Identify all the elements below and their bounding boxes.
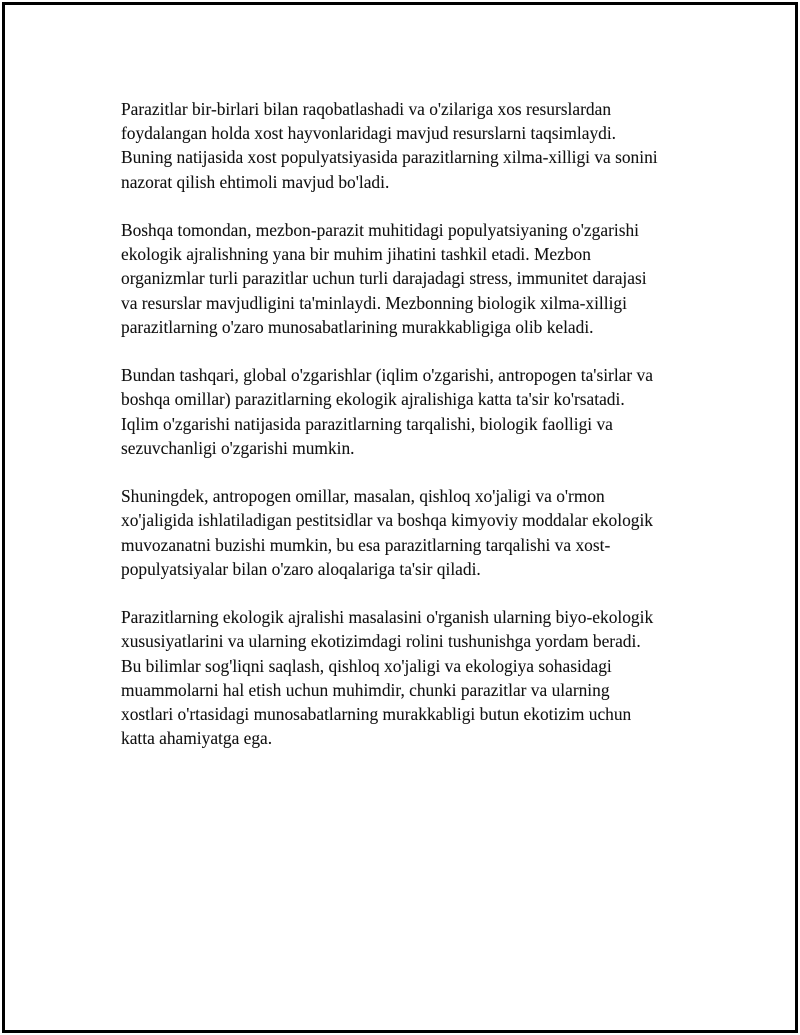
text-line: populyatsiyalar bilan o'zaro aloqalariga ta'sir qiladi. bbox=[121, 558, 481, 579]
text-line: Parazitlarning ekologik ajralishi masalasini o'rganish ularning biyo-ekologik bbox=[121, 607, 654, 628]
text-line: parazitlarning o'zaro munosabatlarining murakkabligiga olib keladi. bbox=[121, 316, 594, 337]
text-line: katta ahamiyatga ega. bbox=[121, 728, 273, 749]
text-line: Bu bilimlar sog'liqni saqlash, qishloq xo'jaligi va ekologiya sohasidagi bbox=[121, 655, 612, 676]
text-line: xo'jaligida ishlatiladigan pestitsidlar va boshqa kimyoviy moddalar ekologik bbox=[121, 510, 654, 531]
text-line: xususiyatlarini va ularning ekotizimdagi rolini tushunishga yordam beradi. bbox=[121, 631, 641, 652]
text-line: organizmlar turli parazitlar uchun turli darajadagi stress, immunitet darajasi bbox=[121, 268, 647, 289]
paragraph-4 bbox=[121, 484, 701, 581]
paragraph-2 bbox=[121, 218, 701, 339]
document-body bbox=[121, 97, 701, 775]
text-line: muvozanatni buzishi mumkin, bu esa parazitlarning tarqalishi va xost- bbox=[121, 534, 611, 555]
text-line: va resurslar mavjudligini ta'minlaydi. Mezbonning biologik xilma-xilligi bbox=[121, 292, 627, 313]
text-line: Shuningdek, antropogen omillar, masalan, qishloq xo'jaligi va o'rmon bbox=[121, 486, 605, 507]
text-line: Parazitlar bir-birlari bilan raqobatlashadi va o'zilariga xos resurslardan bbox=[121, 99, 612, 119]
paragraph-5 bbox=[121, 605, 701, 750]
text-line: Buning natijasida xost populyatsiyasida parazitlarning xilma-xilligi va sonini bbox=[121, 147, 658, 168]
paragraph-1 bbox=[121, 97, 701, 194]
page-frame bbox=[2, 2, 798, 1033]
text-line: nazorat qilish ehtimoli mavjud bo'ladi. bbox=[121, 171, 390, 192]
text-line: boshqa omillar) parazitlarning ekologik ajralishiga katta ta'sir ko'rsatadi. bbox=[121, 389, 625, 410]
text-line: muammolarni hal etish uchun muhimdir, chunki parazitlar va ularning bbox=[121, 679, 610, 700]
text-line: foydalangan holda xost hayvonlaridagi mavjud resurslarni taqsimlaydi. bbox=[121, 123, 617, 144]
text-line: Iqlim o'zgarishi natijasida parazitlarning tarqalishi, biologik faolligi va bbox=[121, 413, 613, 434]
text-line: Bundan tashqari, global o'zgarishlar (iqlim o'zgarishi, antropogen ta'sirlar va bbox=[121, 365, 653, 386]
text-line: Boshqa tomondan, mezbon-parazit muhitidagi populyatsiyaning o'zgarishi bbox=[121, 220, 639, 240]
text-line: ekologik ajralishning yana bir muhim jihatini tashkil etadi. Mezbon bbox=[121, 244, 591, 265]
text-line: sezuvchanligi o'zgarishi mumkin. bbox=[121, 437, 355, 458]
text-line: xostlari o'rtasidagi munosabatlarning murakkabligi butun ekotizim uchun bbox=[121, 704, 632, 725]
paragraph-3 bbox=[121, 363, 701, 460]
